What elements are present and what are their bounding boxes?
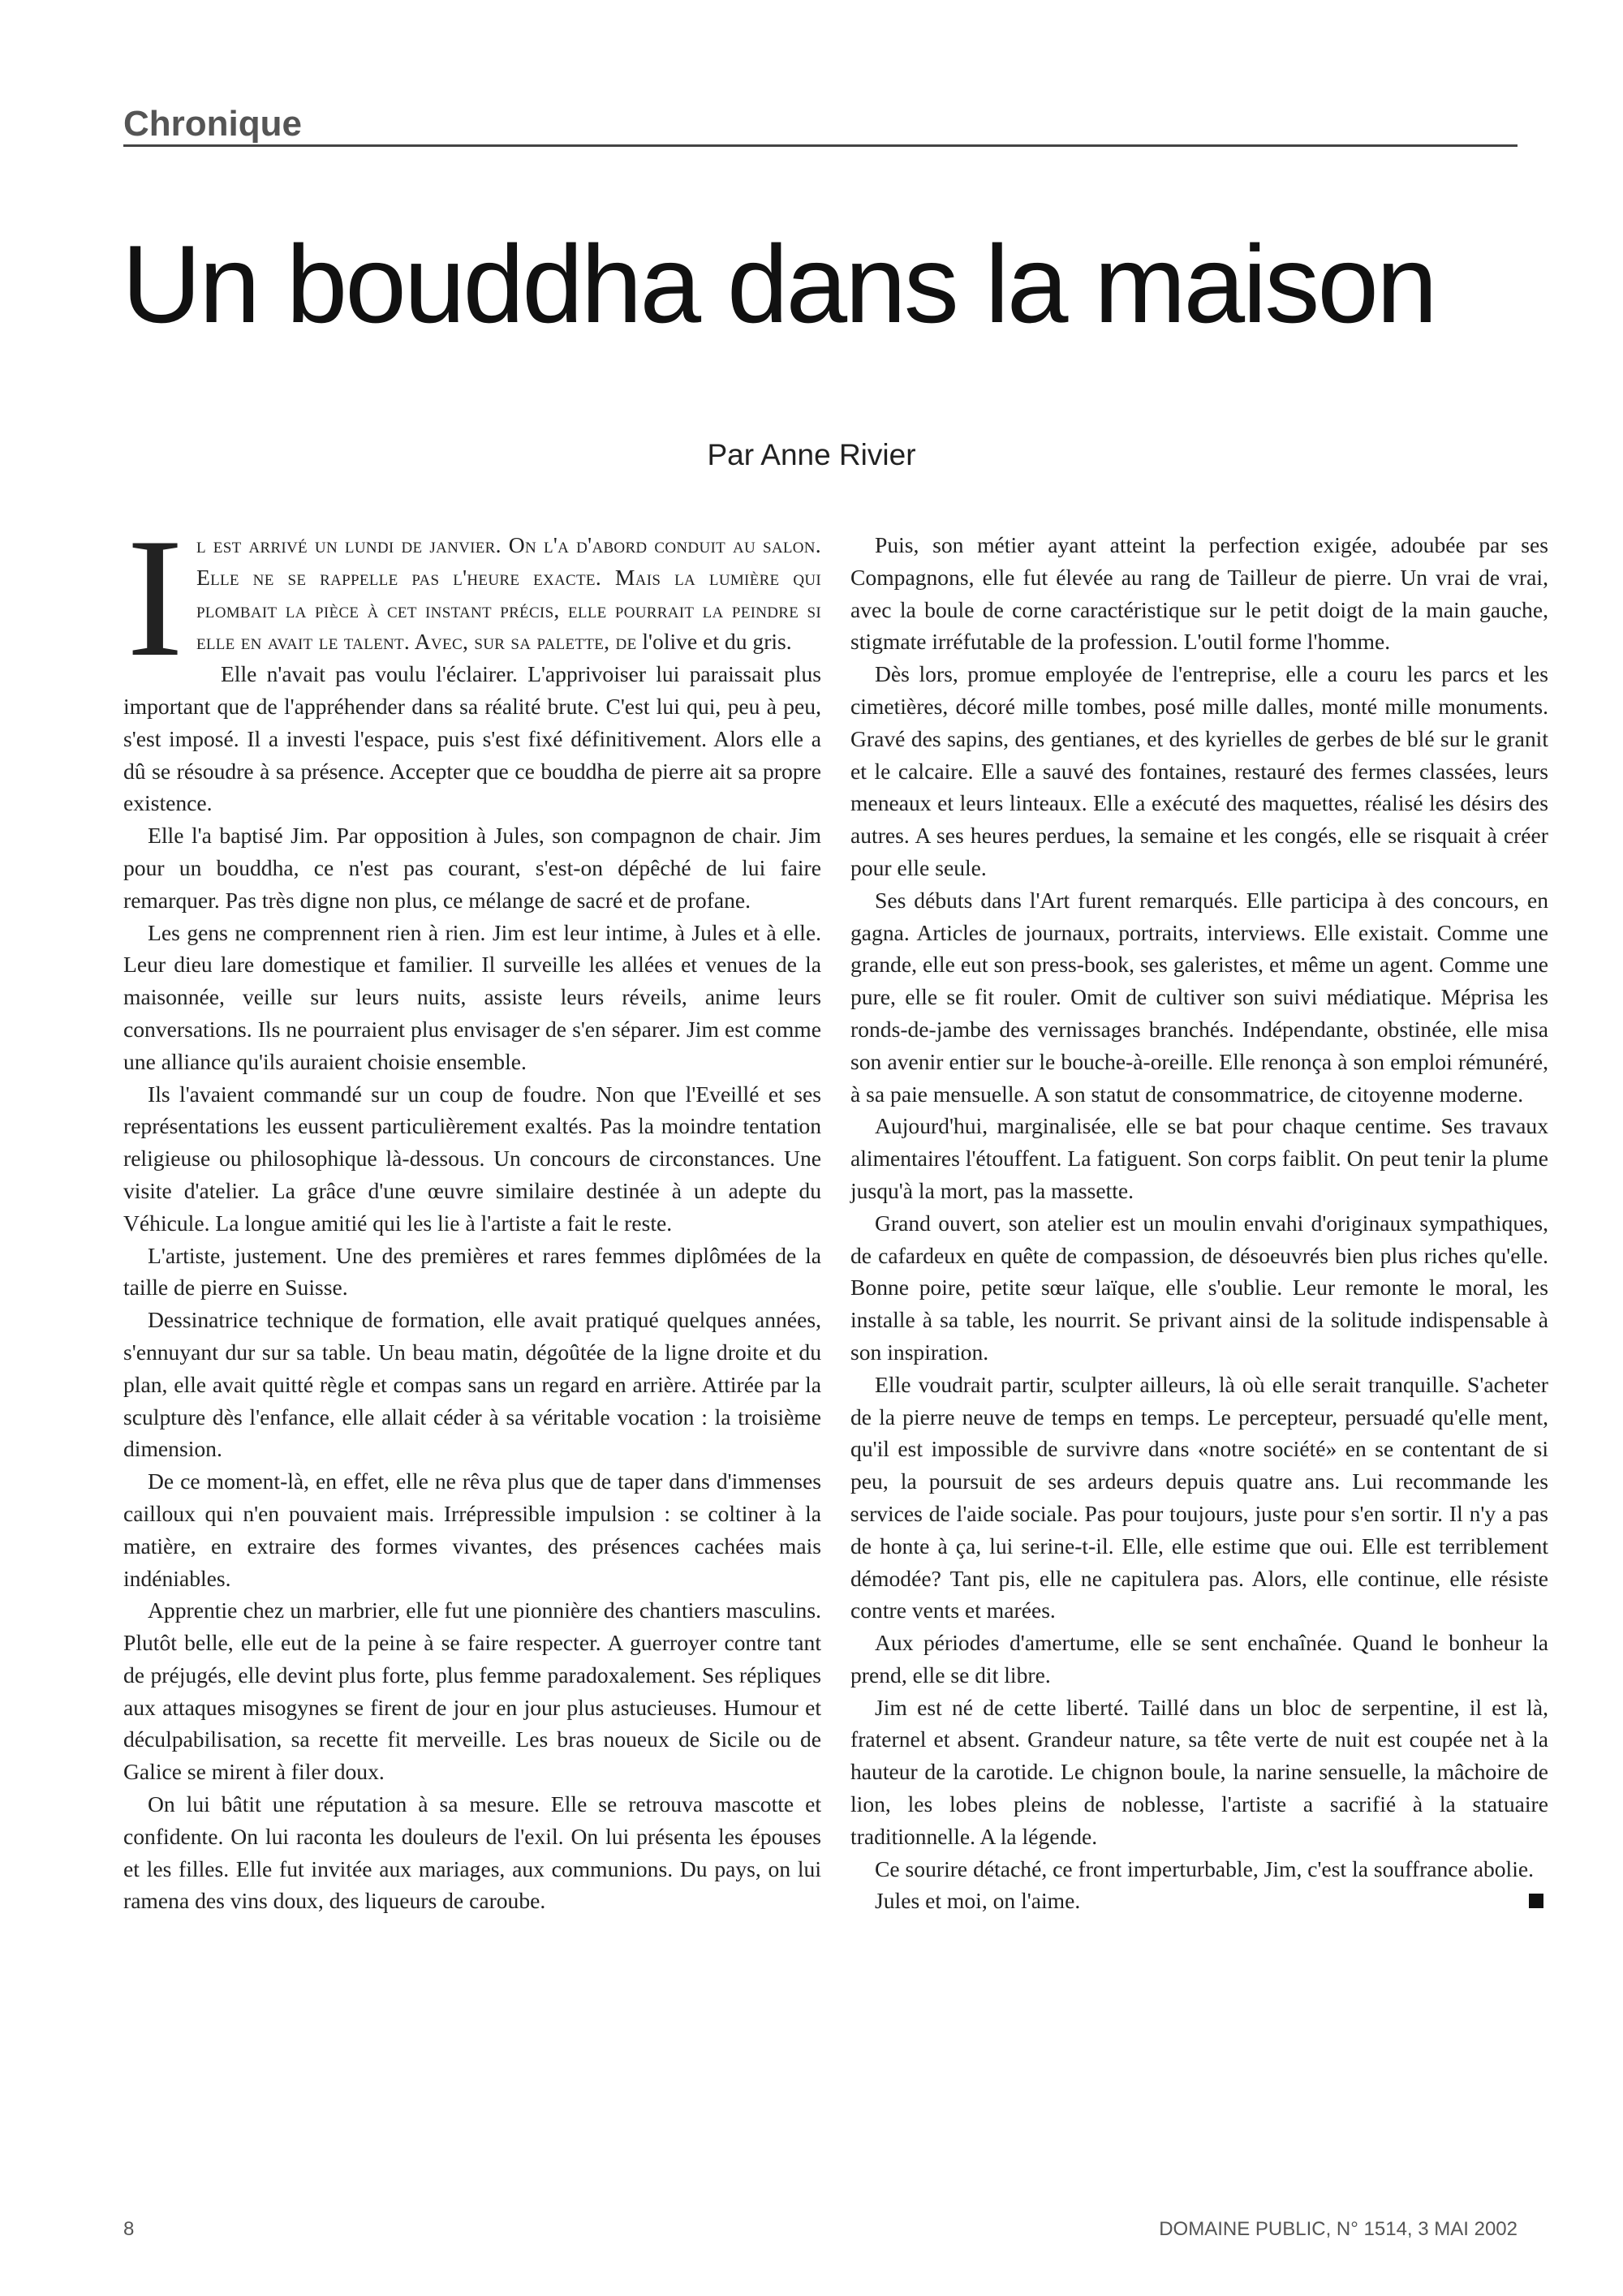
section-rubric: Chronique [123, 104, 302, 144]
byline: Par Anne Rivier [707, 438, 916, 471]
paragraph: Apprentie chez un marbrier, elle fut une pionnière des chantiers masculins. Plutôt belle, elle eut de la peine à se faire respecter. A guerroyer contre tant de préjugés, elle devint plus forte, plus femme paradoxalement. Ses répliques aux attaques misogynes se firent de jour en jour plus astucieuses. Humour et déculpabilisation, sa recette fit merveille. Les bras noueux de Sicile ou de Galice se mirent à filer doux. [123, 1597, 821, 1785]
paragraph: Dessinatrice technique de formation, elle avait pratiqué quelques années, s'ennuyant dur sur sa table. Un beau matin, dégoûtée de la ligne droite et du plan, elle avait quitté règle et compas sans un regard en arrière. Attirée par la sculpture dès l'enfance, elle allait céder à sa véritable vocation : la troisième dimension. [123, 1307, 821, 1462]
page-number: 8 [123, 2218, 135, 2240]
lead-rest: l'olive et du gris. [636, 629, 792, 655]
end-of-article-mark [1529, 1894, 1543, 1908]
paragraph: Puis, son métier ayant atteint la perfection exigée, adoubée par ses Compagnons, elle fut élevée au rang de Tailleur de pierre. Un vrai de vrai, avec la boule de corne caractéristique sur le petit doigt de la main gauche, stigmate irréfutable de la profession. L'outil forme l'homme. [850, 532, 1548, 655]
paragraph: De ce moment-là, en effet, elle ne rêva plus que de taper dans d'immenses cailloux qui n'en pouvaient mais. Irrépressible impulsion : se coltiner à la matière, en extraire des formes vivantes, des présences cachées mais indéniables. [123, 1468, 821, 1591]
paragraph: Dès lors, promue employée de l'entreprise, elle a couru les parcs et les cimetières, décoré mille tombes, posé mille dalles, monté mille monuments. Gravé des sapins, des gentianes, et des kyrielles de gerbes de blé sur le granit et le calcaire. Elle a sauvé des fontaines, restauré des fermes classées, leurs meneaux et leurs linteaux. Elle a exécuté des maquettes, réalisé les désirs des autres. A ses heures perdues, la semaine et les congés, elle se risquait à créer pour elle seule. [850, 661, 1548, 880]
drop-cap: I [127, 504, 183, 692]
paragraph: Aujourd'hui, marginalisée, elle se bat pour chaque centime. Ses travaux alimentaires l'étouffent. La fatiguent. Son corps faiblit. On peut tenir la plume jusqu'à la mort, pas la massette. [850, 1113, 1548, 1203]
paragraph: Ce sourire détaché, ce front imperturbable, Jim, c'est la souffrance abolie. [875, 1855, 1535, 1881]
lead-smallcaps: l est arrivé un lundi de janvier. On l'a d'abord conduit au salon. Elle ne se rappelle pas l'heure exacte. Mais la lumière qui plombait la pièce à cet instant précis, elle pourrait la peindre si elle en avait le talent. Avec, sur sa palette, de [196, 532, 821, 655]
paragraph: Les gens ne comprennent rien à rien. Jim est leur intime, à Jules et à elle. Leur dieu lare domestique et familier. Il surveille les allées et venues de la maisonnée, veille sur leurs nuits, assiste leurs réveils, anime leurs conversations. Ils ne pourraient plus envisager de s'en séparer. Jim est comme une alliance qu'ils auraient choisie ensemble. [123, 919, 821, 1074]
paragraph: On lui bâtit une réputation à sa mesure. Elle se retrouva mascotte et confidente. On lui raconta les douleurs de l'exil. On lui présenta les épouses et les filles. Elle fut invitée aux mariages, aux communions. Du pays, on lui ramena des vins doux, des liqueurs de caroube. [123, 1791, 821, 1914]
paragraph: Ses débuts dans l'Art furent remarqués. Elle participa à des concours, en gagna. Articles de journaux, portraits, interviews. Elle existait. Comme une grande, elle eut son press-book, ses galeristes, et même un agent. Comme une pure, elle se fit rouler. Omit de cultiver son suivi médiatique. Méprisa les ronds-de-jambe des vernissages branchés. Indépendante, obstinée, elle misa son avenir entier sur le bouche-à-oreille. Elle renonça à son emploi rémunéré, à sa paie mensuelle. A son statut de consommatrice, de citoyenne moderne. [850, 887, 1548, 1107]
paragraph: Aux périodes d'amertume, elle se sent enchaînée. Quand le bonheur la prend, elle se dit libre. [850, 1630, 1548, 1688]
lead-paragraph [123, 504, 821, 692]
publication-info: DOMAINE PUBLIC, N° 1514, 3 MAI 2002 [1159, 2218, 1518, 2240]
paragraph: Jim est né de cette liberté. Taillé dans un bloc de serpentine, il est là, fraternel et absent. Grandeur nature, sa tête verte de nuit est coupée net à la hauteur de la carotide. Le chignon boule, la narine sensuelle, la mâchoire de lion, les lobes pleins de noblesse, l'artiste a sacrifié à la statuaire traditionnelle. A la légende. [850, 1694, 1548, 1849]
paragraph: L'artiste, justement. Une des premières et rares femmes diplômées de la taille de pierre en Suisse. [123, 1242, 821, 1301]
paragraph: Elle voudrait partir, sculpter ailleurs, là où elle serait tranquille. S'acheter de la pierre neuve de temps en temps. Le percepteur, persuadé qu'elle ment, qu'il est impossible de survivre dans «notre société» en se contentant de si peu, la poursuit de ses ardeurs depuis quatre ans. Lui recommande les services de l'aide sociale. Pas pour toujours, juste pour s'en sortir. Il n'y a pas de honte à ça, lui serine-t-il. Elle, elle estime que oui. Elle est terriblement démodée? Tant pis, elle ne capitulera pas. Alors, elle continue, elle résiste contre vents et marées. [850, 1371, 1548, 1623]
closing-text: Jules et moi, on l'aime. [875, 1888, 1081, 1914]
paragraph: Elle n'avait pas voulu l'éclairer. L'apprivoiser lui paraissait plus important que de l'appréhender dans sa réalité brute. C'est lui qui, peu à peu, s'est imposé. Il a investi l'espace, puis s'est fixé définitivement. Alors elle a dû se résoudre à sa présence. Accepter que ce bouddha de pierre ait sa propre existence. [123, 661, 821, 816]
paragraph: Ils l'avaient commandé sur un coup de foudre. Non que l'Eveillé et ses représentations les eussent particulièrement exaltés. Pas la moindre tentation religieuse ou philosophique là-dessous. Un concours de circonstances. Une visite d'atelier. La grâce d'une œuvre similaire destinée à un adepte du Véhicule. La longue amitié qui les lie à l'artiste a fait le reste. [123, 1081, 821, 1236]
article-title: Un bouddha dans la maison [122, 222, 1436, 346]
section-header [123, 105, 1518, 147]
column-left [123, 504, 821, 1917]
column-right [850, 529, 1548, 1917]
paragraph: Grand ouvert, son atelier est un moulin envahi d'originaux sympathiques, de cafardeux en quête de compassion, de désoeuvrés bien plus riches qu'elle. Bonne poire, petite sœur laïque, elle s'oublie. Leur remonte le moral, les installe à sa table, les nourrit. Se privant ainsi de la solitude indispensable à son inspiration. [850, 1210, 1548, 1365]
closing-paragraph [850, 1885, 1548, 1917]
paragraph: Elle l'a baptisé Jim. Par opposition à Jules, son compagnon de chair. Jim pour un bouddha, ce n'est pas courant, s'est-on dépêché de lui faire remarquer. Pas très digne non plus, ce mélange de sacré et de profane. [123, 823, 821, 913]
